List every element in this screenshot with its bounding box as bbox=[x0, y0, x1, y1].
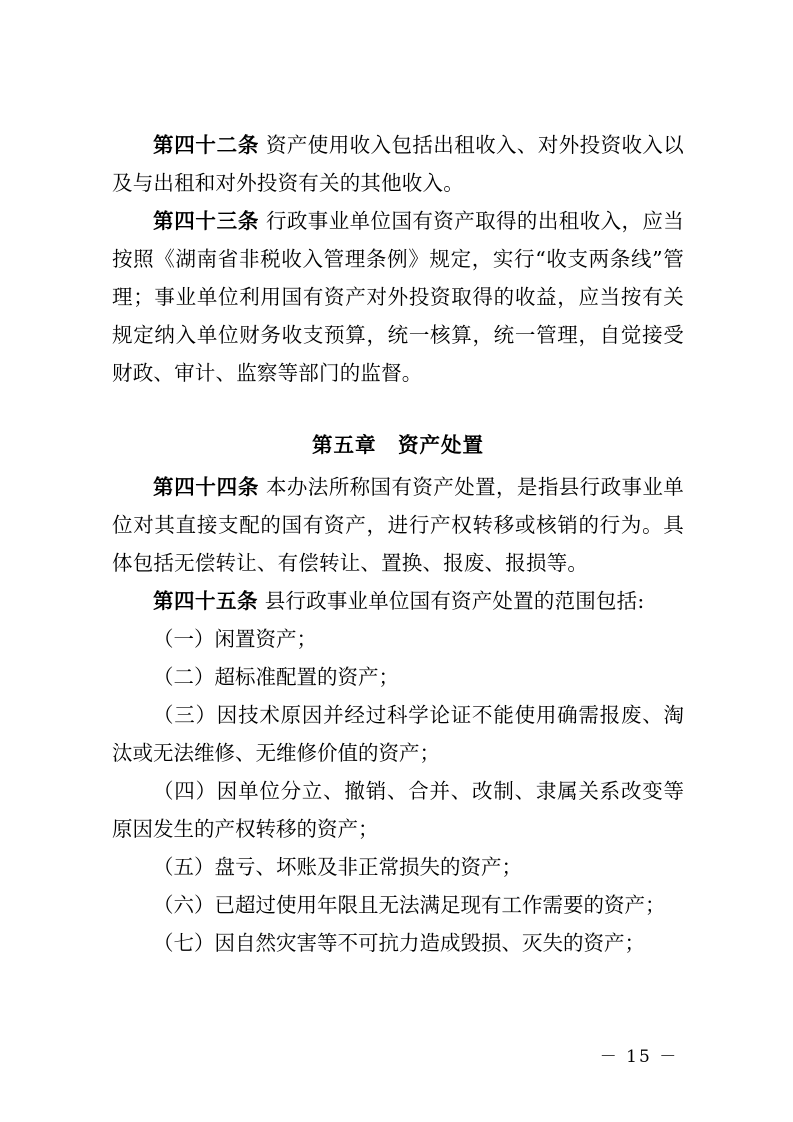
document-body bbox=[112, 126, 684, 962]
list-item: （一）闲置资产； bbox=[153, 627, 317, 651]
article-text-45: 县行政事业单位国有资产处置的范围包括: bbox=[258, 589, 645, 613]
heading-spacer bbox=[112, 392, 684, 426]
list-item: （七）因自然灾害等不可抗力造成毁损、灭失的资产； bbox=[153, 931, 645, 955]
list-item: （三）因技术原因并经过科学论证不能使用确需报废、淘汰或无法维修、无维修价值的资产； bbox=[112, 703, 684, 765]
list-item: （五）盘亏、坏账及非正常损失的资产； bbox=[153, 855, 522, 879]
article-number-43: 第四十三条 bbox=[153, 209, 260, 233]
paragraph-article-42 bbox=[112, 126, 684, 202]
list-item: （二）超标准配置的资产； bbox=[153, 665, 399, 689]
article-number-42: 第四十二条 bbox=[153, 133, 260, 157]
paragraph-article-43 bbox=[112, 202, 684, 392]
article-text-44: 本办法所称国有资产处置，是指县行政事业单位对其直接支配的国有资产，进行产权转移或核销的行为。具体包括无偿转让、有偿转让、置换、报废、报损等。 bbox=[112, 475, 685, 575]
page-footer bbox=[0, 1042, 793, 1067]
article-text-43: 行政事业单位国有资产取得的出租收入，应当按照《湖南省非税收入管理条例》规定，实行“收支两条线”管理；事业单位利用国有资产对外投资取得的收益，应当按有关规定纳入单位财务收支预算，统一核算，统一管理，自觉接受财政、审计、监察等部门的监督。 bbox=[112, 209, 685, 385]
article-text-42: 资产使用收入包括出租收入、对外投资收入以及与出租和对外投资有关的其他收入。 bbox=[112, 133, 685, 195]
paragraph-article-45 bbox=[112, 582, 684, 620]
paragraph-article-44 bbox=[112, 468, 684, 582]
list-item: （四）因单位分立、撤销、合并、改制、隶属关系改变等原因发生的产权转移的资产； bbox=[112, 779, 684, 841]
article-number-44: 第四十四条 bbox=[153, 475, 260, 499]
chapter-heading-5: 第五章 资产处置 bbox=[312, 433, 484, 457]
list-item: （六）已超过使用年限且无法满足现有工作需要的资产； bbox=[153, 893, 666, 917]
article-number-45: 第四十五条 bbox=[153, 589, 258, 613]
page-number: － 15 － bbox=[599, 1047, 679, 1067]
